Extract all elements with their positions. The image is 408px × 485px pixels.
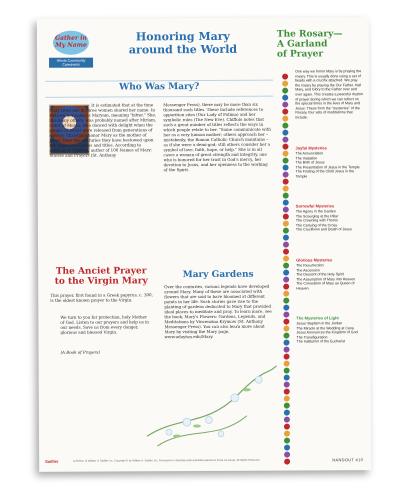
mystery-item: The Birth of Jesus [295,160,325,165]
rosary-bead [283,340,289,346]
mystery-item: The Scourging at the Pillar [295,213,339,219]
gardens-title: Mary Gardens [182,269,254,281]
rosary-bead [283,193,289,199]
rosary-bead [283,298,289,304]
rosary-bead [284,354,290,360]
rosary-bead [283,186,289,192]
rosary-bead [283,214,289,220]
divider [45,96,273,98]
rosary-bead [283,242,289,248]
rosary-bead [282,144,288,150]
copyright-text: A division of William H. Sadlier, Inc. Copyright © by William H. Sadlier, Inc. Permission to duplicate (with quantities granted to those we serve). All Rights Reserved. [73,458,261,463]
rosary-bead [284,417,290,423]
prayer-text: We turn to you for protection, holy Mother of God. Listen to our prayers and help us in our needs. Save us from every danger, glorious and blessed Virgin. [60,314,149,335]
rosary-bead [283,333,289,339]
rosary-bead [284,445,290,451]
rosary-bead [282,109,288,115]
rosary-bead [283,270,289,276]
rosary-bead [282,137,288,143]
logo-subtext: Whole Community Catechesis [49,58,93,68]
rosary-bead [283,256,289,262]
page-title-line1: Honoring Mary [135,29,230,44]
rosary-bead [283,235,289,241]
rosary-bead [282,95,288,101]
rosary-bead [282,88,288,94]
prayer-intro: This prayer, first found in a Greek papyrus, c. 300, is the oldest known prayer to the Virgin. [50,292,153,303]
rosary-bead [283,172,289,178]
rosary-bead [283,291,289,297]
rosary-bead [282,81,288,87]
rosary-bead [284,431,290,437]
who-title: Who Was Mary? [119,82,200,93]
rosary-bead [283,326,289,332]
rosary-bead [284,389,290,395]
page-title-line2: around the World [128,42,238,57]
mystery-item: The Annunciation [295,151,324,156]
rosary-bead [282,102,288,108]
mystery-item: The Coronation of Mary as Queen of Heaven [296,281,355,291]
mystery-item: The Finding of the Child Jesus in the Temple [295,169,354,179]
rosary-bead [283,207,289,213]
mystery-item: The Transfiguration [296,335,328,340]
mystery-item: The Institution of the Eucharist [296,339,346,344]
sorrowful-heading: Sorrowful Mysteries [295,203,335,209]
handout-number: HANDOUT #10 [332,457,364,463]
rosary-bead [283,263,289,269]
rosary-beads-border [279,74,295,464]
mystery-item: The Carrying of the Cross [295,223,338,228]
rosary-bead [284,347,290,353]
rosary-bead [282,130,288,136]
prayer-title-line1: The Anciet Prayer [55,266,147,277]
rosary-bead [283,200,289,206]
rosary-bead [282,116,288,122]
rosary-bead [284,361,290,367]
rosary-title-line2: A Garland [276,39,328,50]
prayer-source: (A Book of Prayers) [60,349,101,355]
rosary-bead [283,249,289,255]
mystery-item: The Ascension [296,267,320,273]
sorrowful-list [296,209,364,232]
rosary-bead [283,228,289,234]
light-heading: The Mysteries of Light [296,315,339,321]
mystery-item: The Assumption of Mary into Heaven [296,276,356,282]
rosary-bead [283,277,289,283]
footer [45,457,365,469]
rosary-bead [282,74,288,80]
rosary-title-line1: The Rosary— [276,29,343,40]
rosary-bead [284,375,290,381]
sadlier-brand: Sadlier [45,458,59,464]
mystery-item: The Agony in the Garden [295,209,336,214]
handout-sheet [37,17,371,472]
rosary-bead [283,312,289,318]
rosary-bead [284,403,290,409]
mystery-item: Jesus' Baptism in the Jordan [296,321,343,326]
mystery-item: The Crucifixion and Death of Jesus [295,227,352,232]
rosary-bead [283,319,289,325]
rosary-column [277,25,367,465]
rosary-intro: One way we honor Mary is by praying the rosary. This is usually done using a set of beads with a crucifix attached. We pray the rosary by praying the Our Father, Hail Mary, and Glory to the Father over and over again. This creates a peaceful rhythm of prayer during which we can reflect on the special times in the lives of Mary and Jesus. These form the "mysteries" of the Rosary, four sets of meditations that include: [295,69,364,120]
rosary-bead [282,123,288,129]
light-list [296,321,364,344]
mystery-item: The Visitation [295,155,318,161]
rosary-bead [284,438,290,444]
rosary-bead [283,151,289,157]
rosary-bead [283,158,289,164]
rosary-bead [284,424,290,430]
mystery-item: The Crowning with Thorns [295,218,338,223]
mystery-item: The Miracle at the Wedding at Cana [296,325,354,331]
rosary-bead [283,284,289,290]
logo-text: Gather in My Name [54,34,87,49]
flower-vine-illustration [147,356,277,447]
rosary-bead [284,368,290,374]
left-column [45,26,275,467]
mystery-item: The Resurrection [296,263,324,268]
rosary-title-line3: of Prayer [276,49,324,60]
page-title [103,30,263,57]
who-text-col2: Messenger Press), there may be more than six thousand such titles. These include references to apparition sites (Our Lady of Fatima) and her symbolic roles (The New Eve). Chiffolo notes that such a great number of titles reflects the ways in which people relate to her. "Some communicate with her as a very human mother; others approach her – mistakenly, the Roman Catholic Church maintains – as if she were a demi-god; still others consider her a symbol of love, faith, hope, or help." She is in all cases a woman of great strength and integrity, one who is honored for her trust in God's mercy, her devotion to Jesus, and her openness to the working of the Spirit. [163,101,271,173]
who-text-col1: It is estimated that at the time Mary lived one in three women shared her name. In Hebrew her name is Maryam, meaning "bitter." She, like many others, was probably named after Miriam, sister of Moses, who danced with delight when the people of Israel were released from generations of slavery. Christians honor Mary as the mother of Jesus. Over the centuries they have bestowed upon her numerous names and titles. According to Anthony F. Chiffolo, author of 100 Names of Mary: Stories and Prayers (St. Anthony [49,102,157,158]
rosary-title [277,29,365,59]
rosary-bead [283,305,289,311]
rosary-bead [283,179,289,185]
gardens-text: Over the centuries, various legends have developed around Mary. Many of these are associated with flowers that are said to have bloomed at different points in her life. Such stories gave rise to the planting of gardens dedicated to Mary that provided ideal places to meditate and pray. To learn more, see the book, Mary's Flowers: Gardens, Legends, and Meditations by Vincenzina Krymow (St. Anthony Messenger Press). You can also learn more about Mary by visiting the Mary page, www.udayton.edu/Mary. [164,283,272,340]
mystery-item: Jesus Announces the Kingdom of God [296,330,358,335]
mystery-item: The Descent of the Holy Spirit [296,272,344,277]
rosary-bead [283,165,289,171]
prayer-title-line2: to the Virgin Mary [54,276,148,287]
joyful-heading: Joyful Mysteries [295,145,327,151]
rosary-bead [284,410,290,416]
gather-logo [49,31,93,69]
mystery-item: The Presentation of Jesus in the Temple [295,164,360,170]
rosary-bead [284,396,290,402]
rosary-bead [283,221,289,227]
prayer-title [46,266,156,287]
joyful-list [296,151,364,179]
glorious-list [296,263,364,291]
glorious-heading: Glorious Mysteries [296,257,333,263]
rosary-bead [284,382,290,388]
